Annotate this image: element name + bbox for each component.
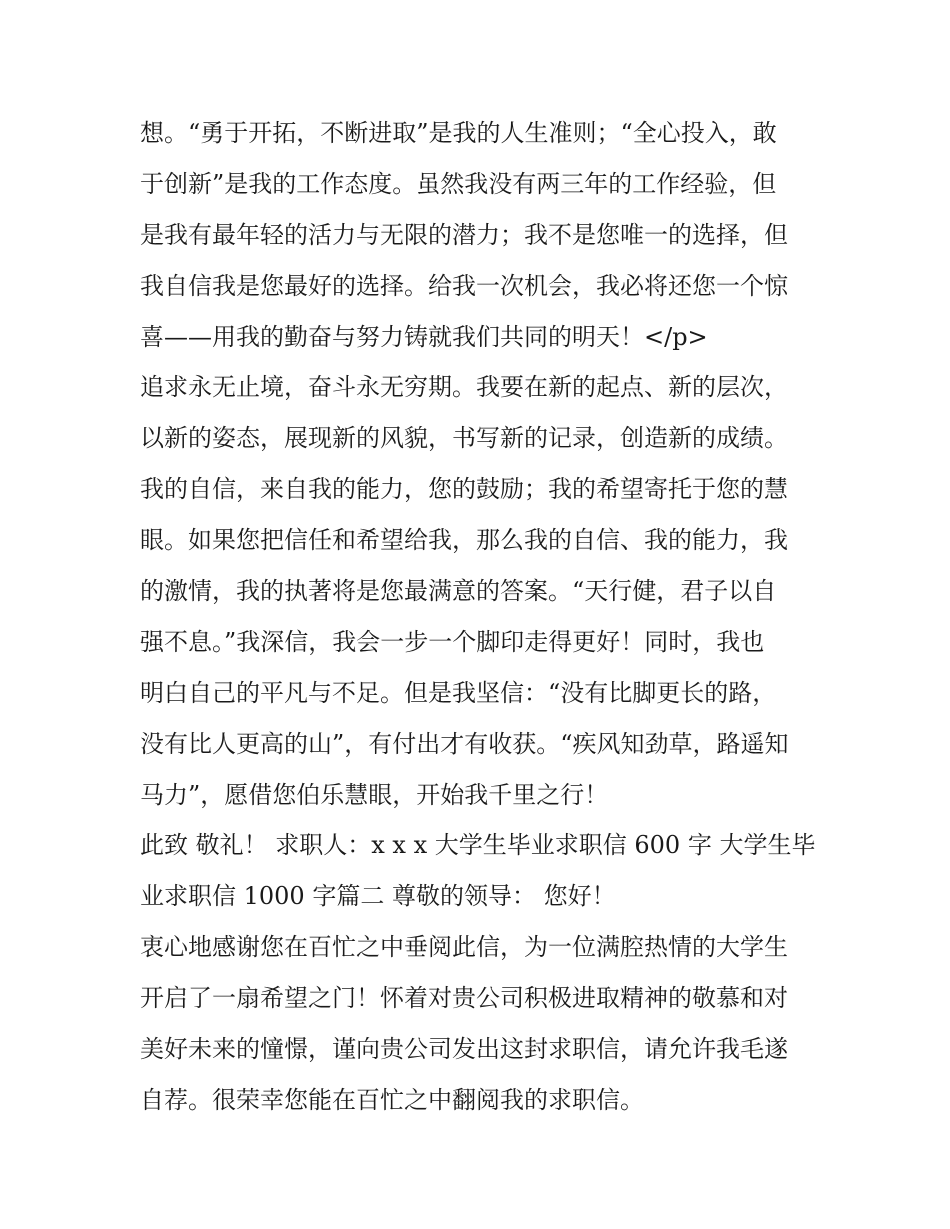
text-line: 美好未来的憧憬，谨向贵公司发出这封求职信，请允许我毛遂 — [140, 1035, 788, 1064]
text-line: 追求永无止境，奋斗永无穷期。我要在新的起点、新的层次， — [140, 373, 788, 402]
text-line: 喜——用我的勤奋与努力铸就我们共同的明天！</p> — [140, 322, 708, 351]
text-line: 于创新”是我的工作态度。虽然我没有两三年的工作经验，但 — [140, 169, 777, 198]
document-body — [140, 108, 820, 1126]
text-line: 我的自信，来自我的能力，您的鼓励；我的希望寄托于您的慧 — [140, 475, 788, 504]
text-line: 没有比人更高的山”，有付出才有收获。“疾风知劲草，路遥知 — [140, 729, 789, 758]
text-line: 强不息。”我深信，我会一步一个脚印走得更好！同时，我也 — [140, 627, 765, 656]
text-line: 的激情，我的执著将是您最满意的答案。“天行健，君子以自 — [140, 577, 777, 606]
text-line: 以新的姿态，展现新的风貌，书写新的记录，创造新的成绩。 — [140, 424, 788, 453]
text-line: 眼。如果您把信任和希望给我，那么我的自信、我的能力，我 — [140, 526, 788, 555]
text-line: 业求职信 1000 字篇二 尊敬的领导： 您好！ — [140, 882, 616, 911]
text-line: 开启了一扇希望之门！怀着对贵公司积极进取精神的敬慕和对 — [140, 984, 788, 1013]
text-line: 想。“勇于开拓，不断进取”是我的人生准则；“全心投入，敢 — [140, 119, 777, 147]
text-line: 马力”，愿借您伯乐慧眼，开始我千里之行！ — [140, 780, 609, 809]
text-line: 自荐。很荣幸您能在百忙之中翻阅我的求职信。 — [140, 1085, 644, 1114]
text-line: 衷心地感谢您在百忙之中垂阅此信，为一位满腔热情的大学生 — [140, 933, 788, 962]
text-line: 是我有最年轻的活力与无限的潜力；我不是您唯一的选择，但 — [140, 220, 788, 249]
text-line: 此致 敬礼！ 求职人：x x x 大学生毕业求职信 600 字 大学生毕 — [140, 831, 816, 860]
text-line: 我自信我是您最好的选择。给我一次机会，我必将还您一个惊 — [140, 271, 788, 300]
text-line: 明白自己的平凡与不足。但是我坚信：“没有比脚更长的路， — [140, 678, 777, 707]
